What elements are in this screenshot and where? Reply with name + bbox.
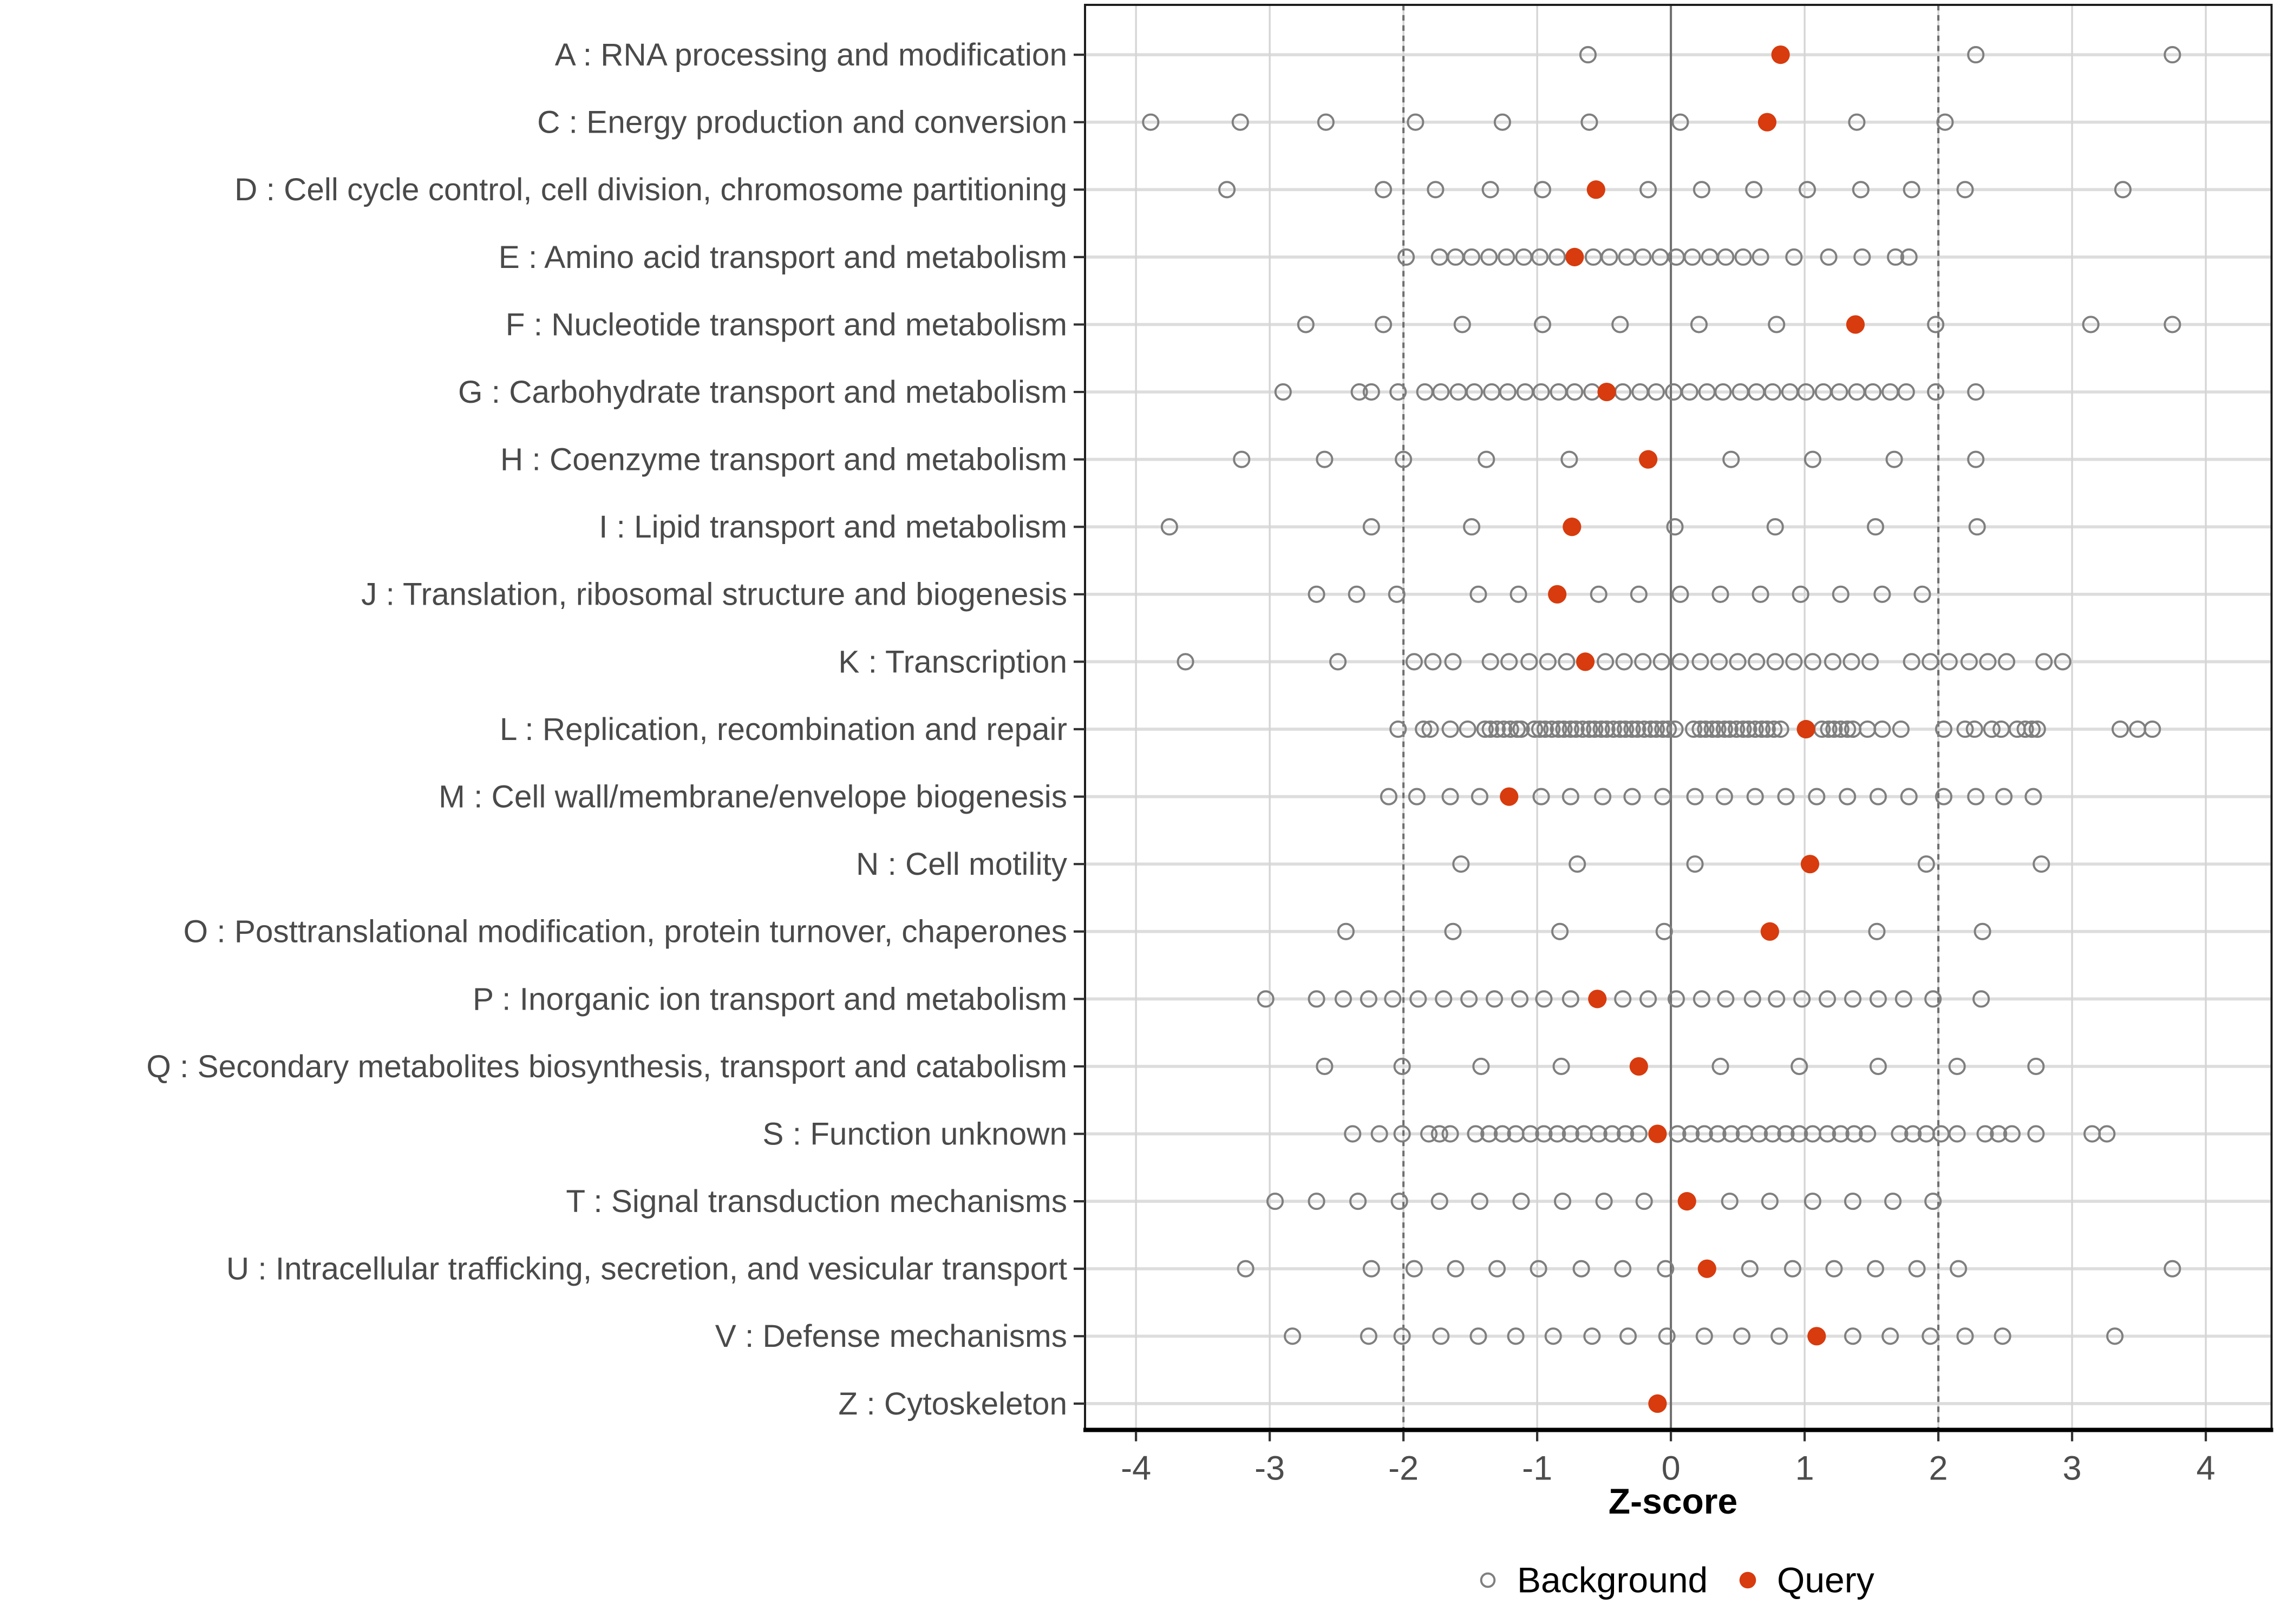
legend-query-label: Query [1777,1560,1874,1600]
x-axis-title: Z-score [1608,1481,1738,1521]
x-tick-label: 4 [2196,1449,2216,1488]
query-point [1801,855,1819,873]
query-point [1639,450,1657,469]
query-point [1630,1057,1648,1076]
x-tick-label: -2 [1388,1449,1419,1488]
legend [1481,1560,1874,1600]
legend-background-label: Background [1517,1560,1708,1600]
query-point [1807,1327,1826,1345]
category-label: K : Transcription [838,644,1067,680]
category-label: G : Carbohydrate transport and metabolism [458,374,1067,410]
query-point [1678,1192,1696,1210]
category-label: H : Coenzyme transport and metabolism [500,442,1067,477]
category-label: U : Intracellular trafficking, secretion, and vesicular transport [226,1251,1067,1287]
query-point [1648,1124,1667,1143]
query-point [1576,652,1595,671]
category-label: V : Defense mechanisms [715,1319,1067,1354]
category-label: N : Cell motility [855,847,1067,882]
query-point [1758,113,1776,132]
x-tick-label: 0 [1661,1449,1681,1488]
query-point [1597,383,1616,401]
category-label: C : Energy production and conversion [537,104,1067,140]
query-point [1587,180,1605,199]
x-tick-label: 2 [1929,1449,1948,1488]
query-point [1846,315,1865,333]
query-point [1548,585,1566,604]
category-label: T : Signal transduction mechanisms [566,1184,1067,1220]
query-point [1772,45,1790,64]
query-point [1588,990,1606,1008]
category-label: S : Function unknown [762,1116,1067,1152]
query-point [1500,787,1518,806]
category-label: L : Replication, recombination and repair [499,711,1068,747]
category-label: I : Lipid transport and metabolism [599,509,1067,545]
x-tick-label: -3 [1254,1449,1285,1488]
category-label: P : Inorganic ion transport and metabolism [472,981,1067,1017]
category-label: D : Cell cycle control, cell division, chromosome partitioning [234,172,1068,208]
category-label: A : RNA processing and modification [554,37,1067,73]
category-label: F : Nucleotide transport and metabolism [505,307,1067,343]
query-point [1648,1394,1667,1413]
category-label: Q : Secondary metabolites biosynthesis, transport and catabolism [146,1049,1067,1084]
x-tick-label: 1 [1795,1449,1814,1488]
x-tick-label: 3 [2062,1449,2082,1488]
query-point [1698,1260,1716,1278]
x-tick-label: -1 [1522,1449,1553,1488]
category-label: O : Posttranslational modification, protein turnover, chaperones [183,914,1067,949]
legend-query-marker-icon [1740,1572,1756,1589]
query-point [1563,518,1581,536]
query-point [1761,922,1779,941]
category-label: E : Amino acid transport and metabolism [498,239,1067,275]
query-point [1565,248,1584,266]
category-label: M : Cell wall/membrane/envelope biogenesis [439,779,1067,815]
x-tick-label: -4 [1121,1449,1152,1488]
category-label: Z : Cytoskeleton [838,1386,1067,1422]
query-point [1796,720,1815,738]
category-label: J : Translation, ribosomal structure and biogenesis [361,577,1067,612]
